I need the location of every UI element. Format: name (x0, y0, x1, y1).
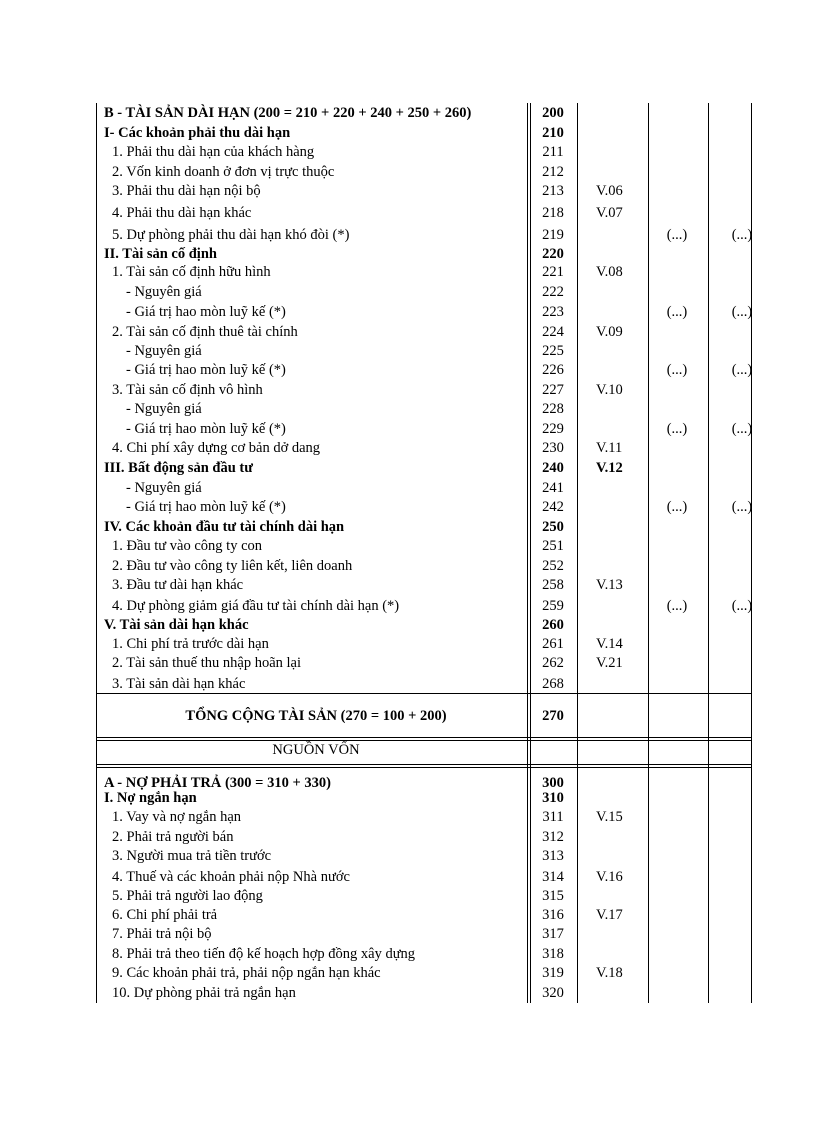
row-note: V.13 (596, 577, 623, 593)
row-value-year1: (...) (666, 499, 688, 515)
row-label: - Giá trị hao mòn luỹ kế (*) (126, 362, 286, 378)
row-label: A - NỢ PHẢI TRẢ (300 = 310 + 330) (104, 775, 331, 791)
row-note: V.12 (596, 460, 623, 476)
row-code: 240 (542, 460, 564, 476)
table-row (0, 342, 816, 361)
table-row (0, 479, 816, 498)
row-label: 4. Chi phí xây dựng cơ bản dở dang (112, 440, 321, 456)
row-code: 213 (542, 183, 564, 199)
row-value-year1: (...) (666, 362, 688, 378)
row-note: V.15 (596, 809, 623, 825)
row-label: 3. Người mua trả tiền trước (112, 848, 272, 864)
row-label: 3. Đầu tư dài hạn khác (112, 577, 244, 593)
row-code: 259 (542, 598, 564, 614)
row-label: - Giá trị hao mòn luỹ kế (*) (126, 304, 286, 320)
table-row (0, 459, 816, 478)
table-row (0, 964, 816, 983)
row-code: 312 (542, 829, 564, 845)
row-code: 212 (542, 164, 564, 180)
row-label: 1. Đầu tư vào công ty con (112, 538, 263, 554)
table-row (0, 518, 816, 537)
row-code: 219 (542, 227, 564, 243)
row-note: V.08 (596, 264, 623, 280)
row-label: IV. Các khoản đầu tư tài chính dài hạn (104, 519, 345, 535)
row-code: 318 (542, 946, 564, 962)
row-note: V.06 (596, 183, 623, 199)
row-label: 1. Chi phí trả trước dài hạn (112, 636, 269, 652)
row-code: 228 (542, 401, 564, 417)
row-label: - Nguyên giá (126, 343, 202, 359)
row-code: 310 (542, 790, 564, 806)
row-value-year2: (...) (731, 304, 753, 320)
row-code: 260 (542, 617, 564, 633)
rule-below-section-header (96, 764, 752, 768)
row-value-year1: (...) (666, 227, 688, 243)
table-row (0, 597, 816, 616)
table-row (0, 204, 816, 223)
row-label: 1. Phải thu dài hạn của khách hàng (112, 144, 315, 160)
table-row (0, 741, 816, 760)
table-row (0, 654, 816, 673)
row-label: 10. Dự phòng phải trả ngắn hạn (112, 985, 296, 1001)
table-row (0, 226, 816, 245)
table-row (0, 868, 816, 887)
row-label: 2. Tài sản thuế thu nhập hoãn lại (112, 655, 301, 671)
row-code: 211 (542, 144, 564, 160)
table-row (0, 984, 816, 1003)
row-code: 311 (542, 809, 564, 825)
table-row (0, 906, 816, 925)
row-value-year1: (...) (666, 304, 688, 320)
row-code: 314 (542, 869, 564, 885)
table-row (0, 537, 816, 556)
row-label: 2. Phải trả người bán (112, 829, 234, 845)
row-label: 3. Phải thu dài hạn nội bộ (112, 183, 261, 199)
row-code: 225 (542, 343, 564, 359)
table-row (0, 420, 816, 439)
row-code: 200 (542, 105, 564, 121)
table-row (0, 263, 816, 282)
row-value-year2: (...) (731, 362, 753, 378)
table-row (0, 616, 816, 635)
row-code: 313 (542, 848, 564, 864)
table-row (0, 925, 816, 944)
row-code: 224 (542, 324, 564, 340)
row-label: 5. Dự phòng phải thu dài hạn khó đòi (*) (112, 227, 350, 243)
row-label: B - TÀI SẢN DÀI HẠN (200 = 210 + 220 + 240 + 250 + 260) (104, 105, 472, 121)
row-code: 261 (542, 636, 564, 652)
row-code: 258 (542, 577, 564, 593)
row-code: 268 (542, 676, 564, 692)
row-label: 8. Phải trả theo tiến độ kế hoạch hợp đồng xây dựng (112, 946, 416, 962)
row-label: I. Nợ ngắn hạn (104, 790, 197, 806)
row-code: 210 (542, 125, 564, 141)
row-label: - Nguyên giá (126, 284, 202, 300)
row-note: V.09 (596, 324, 623, 340)
table-row (0, 576, 816, 595)
row-code: 229 (542, 421, 564, 437)
row-code: 270 (542, 708, 564, 724)
row-label: 2. Tài sản cố định thuê tài chính (112, 324, 298, 340)
row-label: V. Tài sản dài hạn khác (104, 617, 249, 633)
table-row (0, 104, 816, 123)
row-code: 226 (542, 362, 564, 378)
table-row (0, 635, 816, 654)
row-value-year2: (...) (731, 227, 753, 243)
row-code: 220 (542, 246, 564, 262)
row-label: 2. Đầu tư vào công ty liên kết, liên doanh (112, 558, 353, 574)
row-label: - Giá trị hao mòn luỹ kế (*) (126, 421, 286, 437)
row-note: V.21 (596, 655, 623, 671)
row-code: 317 (542, 926, 564, 942)
table-row (0, 361, 816, 380)
row-label: 4. Dự phòng giảm giá đầu tư tài chính dài hạn (*) (112, 598, 400, 614)
row-code: 315 (542, 888, 564, 904)
row-code: 230 (542, 440, 564, 456)
row-value-year2: (...) (731, 499, 753, 515)
row-code: 251 (542, 538, 564, 554)
row-code: 300 (542, 775, 564, 791)
row-label: 3. Tài sản cố định vô hình (112, 382, 263, 398)
table-row (0, 557, 816, 576)
table-row (0, 675, 816, 694)
row-label: 6. Chi phí phải trả (112, 907, 218, 923)
table-row (0, 887, 816, 906)
row-code: 227 (542, 382, 564, 398)
table-row (0, 163, 816, 182)
table-row (0, 789, 816, 808)
row-label: - Nguyên giá (126, 401, 202, 417)
row-note: V.07 (596, 205, 623, 221)
table-row (0, 245, 816, 264)
table-row (0, 283, 816, 302)
row-label: 3. Tài sản dài hạn khác (112, 676, 246, 692)
row-label: 7. Phải trả nội bộ (112, 926, 212, 942)
row-label: - Giá trị hao mòn luỹ kế (*) (126, 499, 286, 515)
row-note: V.16 (596, 869, 623, 885)
table-row (0, 439, 816, 458)
table-row (0, 182, 816, 201)
row-value-year1: (...) (666, 421, 688, 437)
row-code: 250 (542, 519, 564, 535)
row-label: II. Tài sản cố định (104, 246, 217, 262)
row-label: - Nguyên giá (126, 480, 202, 496)
table-row (0, 847, 816, 866)
table-row (0, 400, 816, 419)
row-note: V.18 (596, 965, 623, 981)
row-code: 223 (542, 304, 564, 320)
row-label: NGUỒN VỐN (272, 742, 360, 758)
table-row (0, 143, 816, 162)
table-row (0, 498, 816, 517)
row-label: 9. Các khoản phải trả, phải nộp ngắn hạn khác (112, 965, 381, 981)
row-label: 4. Thuế và các khoản phải nộp Nhà nước (112, 869, 350, 885)
row-note: V.14 (596, 636, 623, 652)
row-code: 221 (542, 264, 564, 280)
table-row (0, 303, 816, 322)
row-label: 1. Vay và nợ ngắn hạn (112, 809, 242, 825)
table-row (0, 323, 816, 342)
row-code: 222 (542, 284, 564, 300)
row-code: 320 (542, 985, 564, 1001)
row-code: 262 (542, 655, 564, 671)
row-code: 241 (542, 480, 564, 496)
row-code: 242 (542, 499, 564, 515)
table-row (0, 828, 816, 847)
table-row (0, 808, 816, 827)
row-note: V.10 (596, 382, 623, 398)
row-label: 5. Phải trả người lao động (112, 888, 263, 904)
row-value-year2: (...) (731, 421, 753, 437)
row-code: 319 (542, 965, 564, 981)
row-label: TỔNG CỘNG TÀI SẢN (270 = 100 + 200) (185, 708, 447, 724)
row-label: I- Các khoản phải thu dài hạn (104, 125, 291, 141)
table-row (0, 945, 816, 964)
row-label: 4. Phải thu dài hạn khác (112, 205, 252, 221)
table-row (0, 124, 816, 143)
row-code: 252 (542, 558, 564, 574)
row-note: V.17 (596, 907, 623, 923)
row-label: 2. Vốn kinh doanh ở đơn vị trực thuộc (112, 164, 335, 180)
row-code: 218 (542, 205, 564, 221)
row-value-year1: (...) (666, 598, 688, 614)
row-code: 316 (542, 907, 564, 923)
row-note: V.11 (596, 440, 623, 456)
row-label: III. Bất động sản đầu tư (104, 460, 253, 476)
row-label: 1. Tài sản cố định hữu hình (112, 264, 271, 280)
row-value-year2: (...) (731, 598, 753, 614)
table-row (0, 707, 816, 726)
table-row (0, 381, 816, 400)
